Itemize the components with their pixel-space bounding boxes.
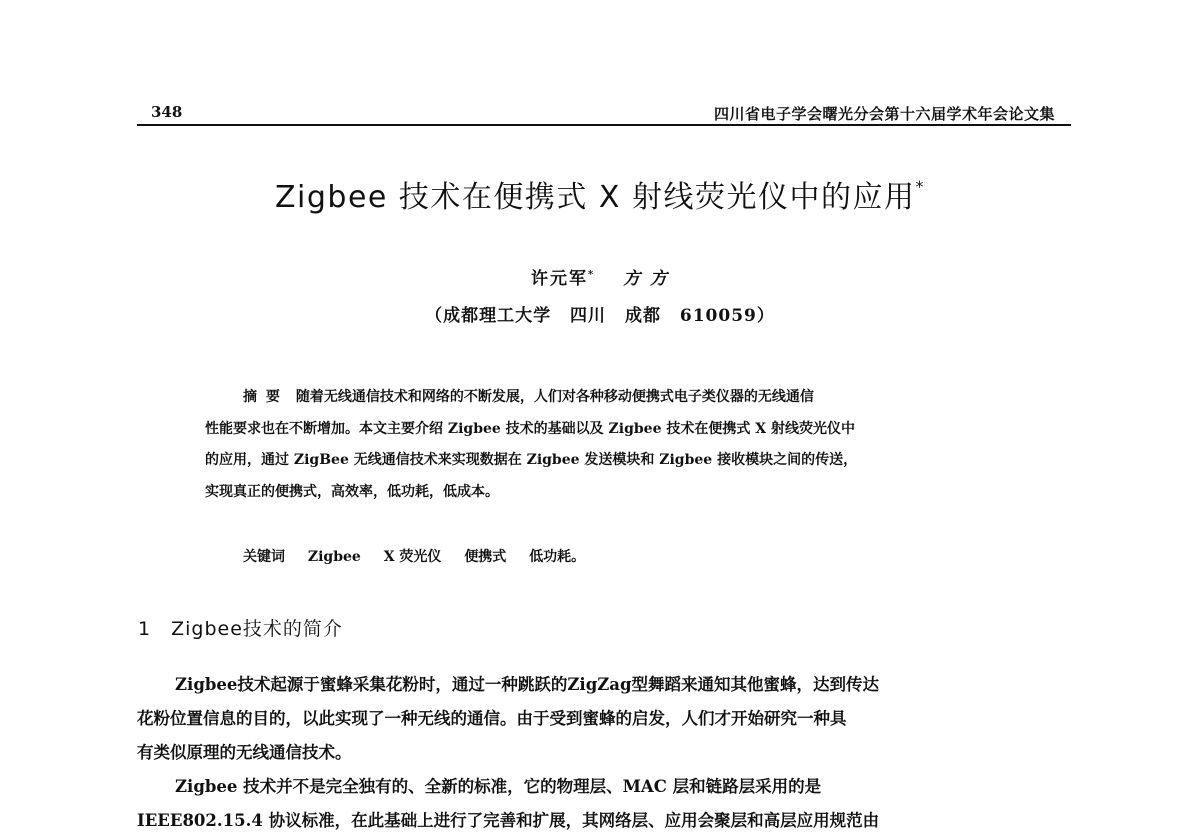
title-footnote-mark: * (915, 177, 926, 196)
section-title: Zigbee技术的简介 (171, 618, 343, 640)
paper-title-text: Zigbee 技术在便携式 X 射线荧光仪中的应用 (274, 180, 916, 215)
page-number: 348 (151, 103, 183, 121)
body-line-1: Zigbee技术起源于蜜蜂采集花粉时，通过一种跳跃的ZigZag型舞蹈来通知其他蜜蜂，达到传达 (175, 675, 880, 694)
keyword-4: 低功耗。 (529, 549, 586, 565)
paper-title (0, 172, 1200, 216)
keywords-label: 关键词 (243, 549, 285, 565)
body-line-3: 有类似原理的无线通信技术。 (137, 743, 352, 762)
author-list (0, 264, 1200, 289)
affiliation (0, 301, 1200, 326)
affiliation-institution: （成都理工大学 (425, 306, 552, 326)
abstract (205, 382, 1005, 508)
keyword-2: X 荧光仪 (383, 549, 442, 565)
abstract-label: 摘 要 (243, 389, 282, 405)
section-heading (138, 614, 343, 641)
abstract-line (205, 382, 1005, 414)
affiliation-province: 四川 (570, 306, 607, 326)
author-1 (531, 264, 595, 289)
body-line-4: Zigbee 技术并不是完全独有的、全新的标准，它的物理层、MAC 层和链路层采用的是 (175, 777, 822, 796)
affiliation-city: 成都 (624, 306, 661, 326)
body-line-5: IEEE802.15.4 协议标准，在此基础上进行了完善和扩展，其网络层、应用会聚层和高层应用规范由 (137, 811, 880, 830)
running-header (137, 100, 1071, 126)
abstract-line-4: 实现真正的便携式，高效率，低功耗，低成本。 (205, 483, 499, 500)
keywords (243, 546, 603, 566)
body-line-2: 花粉位置信息的目的，以此实现了一种无线的通信。由于受到蜜蜂的启发，人们才开始研究一种具 (137, 709, 847, 728)
abstract-line-2: 性能要求也在不断增加。本文主要介绍 Zigbee 技术的基础以及 Zigbee 技术在便携式 X 射线荧光仪中 (205, 420, 855, 437)
author-2: 方 方 (623, 269, 670, 289)
author-1-name: 许元军 (530, 269, 588, 289)
journal-title: 四川省电子学会曙光分会第十六届学术年会论文集 (713, 105, 1055, 123)
abstract-line-3: 的应用，通过 ZigBee 无线通信技术来实现数据在 Zigbee 发送模块和 Zigbee 接收模块之间的传送， (205, 452, 858, 468)
section-number: 1 (138, 618, 152, 640)
author-1-mark: * (587, 269, 596, 281)
affiliation-postcode: 610059） (679, 306, 775, 326)
keyword-1: Zigbee (307, 549, 361, 565)
abstract-line-1: 随着无线通信技术和网络的不断发展，人们对各种移动便携式电子类仪器的无线通信 (295, 389, 814, 405)
body-text (137, 668, 1071, 838)
keyword-3: 便携式 (464, 549, 507, 565)
